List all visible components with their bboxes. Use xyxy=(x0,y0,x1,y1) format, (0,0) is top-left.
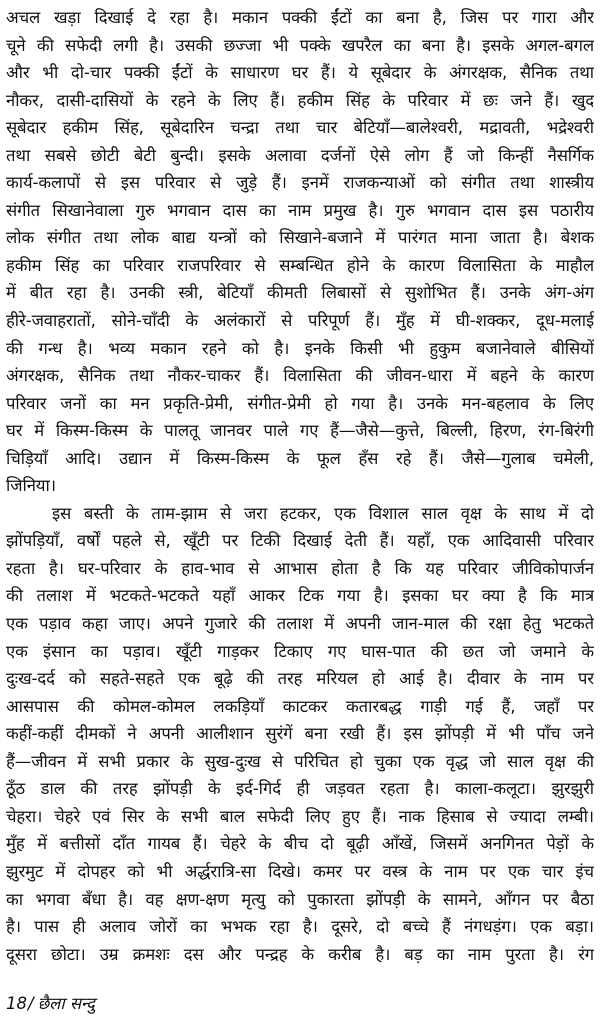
text-line: जिनिया। xyxy=(6,476,56,496)
text-line: तथा सबसे छोटी बेटी बुन्दी। इसके अलावा दर्जनों ऐसे लोग हैं जो किन्हीं नैसर्गिक xyxy=(6,145,594,165)
body-text xyxy=(6,4,594,968)
text-line: सूबेदार हकीम सिंह, सूबेदारिन चन्द्रा तथा चार बेटियाँ—बालेश्वरी, मद्रावती, भद्रेश्वरी xyxy=(6,118,594,138)
text-line: कहीं-कहीं दीमकों ने अपनी आलीशान सुरंगें बना रखी हैं। इस झोंपड़ी में भी पाँच जने xyxy=(6,724,594,744)
text-line: अंगरक्षक, सैनिक तथा नौकर-चाकर हैं। विलासिता की जीवन-धारा में बहने के कारण xyxy=(6,366,594,386)
text-line: मुँह में बत्तीसों दाँत गायब हैं। चेहरे के बीच दो बूढ़ी आँखें, जिसमें अनगिनत पेड़ों के xyxy=(6,834,594,854)
text-line: इस बस्ती के ताम-झाम से जरा हटकर, एक विशाल साल वृक्ष के साथ में दो xyxy=(52,503,594,523)
text-line: नौकर, दासी-दासियों के रहने के लिए हैं। हकीम सिंह के परिवार में छः जने हैं। खुद xyxy=(6,90,594,110)
text-line: आसपास की कोमल-कोमल लकड़ियाँ काटकर कतारबद्ध गाड़ी गई हैं, जहाँ पर xyxy=(6,696,594,716)
text-line: और भी दो-चार पक्की ईंटों के साधारण घर हैं। ये सूबेदार के अंगरक्षक, सैनिक तथा xyxy=(6,63,594,83)
paragraph-1 xyxy=(6,4,594,500)
page-number: 18 xyxy=(6,994,27,1013)
paragraph-2 xyxy=(6,500,594,968)
text-line: संगीत सिखानेवाला गुरु भगवान दास का नाम प्रमुख है। गुरु भगवान दास इस पठारीय xyxy=(6,200,594,220)
text-line: की तलाश में भटकते-भटकते यहाँ आकर टिक गया है। इसका घर क्या है कि मात्र xyxy=(6,586,594,606)
book-title: छैला सन्दु xyxy=(37,994,95,1013)
footer-separator: / xyxy=(28,994,34,1013)
text-line: चूने की सफेदी लगी है। उसकी छज्जा भी पक्के खपरैल का बना है। इसके अगल-बगल xyxy=(6,35,594,55)
text-line: हैं—जीवन में सभी प्रकार के सुख-दुःख से परिचित हो चुका एक वृद्ध जो साल वृक्ष की xyxy=(6,751,594,771)
text-line: दूसरा छोटा। उम्र क्रमशः दस और पन्द्रह के करीब है। बड़ का नाम पुरता है। रंग xyxy=(6,944,594,964)
text-line: परिवार जनों का मन प्रकृति-प्रेमी, संगीत-प्रेमी हो गया है। उनके मन-बहलाव के लिए xyxy=(6,393,594,413)
text-line: का भगवा बँधा है। वह क्षण-क्षण मृत्यु को पुकारता झोंपड़ी के सामने, आँगन पर बैठा xyxy=(6,889,594,909)
text-line: हकीम सिंह का परिवार राजपरिवार से सम्बन्धित होने के कारण विलासिता के माहौल xyxy=(6,255,594,275)
text-line: घर में किस्म-किस्म के पालतू जानवर पाले गए हैं—जैसे—कुत्ते, बिल्ली, हिरण, रंग-बिरंगी xyxy=(6,421,594,441)
text-line: है। पास ही अलाव जोरों का भभक रहा है। दूसरे, दो बच्चे हैं नंगधड़ंग। एक बड़ा। xyxy=(6,917,594,937)
text-line: एक इंसान का पड़ाव। खूँटी गाड़कर टिकाए गए घास-पात की छत जो जमाने के xyxy=(6,641,594,661)
text-line: कार्य-कलापों से इस परिवार से जुड़े हैं। इनमें राजकन्याओं को संगीत तथा शास्त्रीय xyxy=(6,173,594,193)
text-line: झुरमुट में दोपहर को भी अर्द्धरात्रि-सा दिखे। कमर पर वस्त्र के नाम पर एक चार इंच xyxy=(6,861,594,881)
text-line: एक पड़ाव कहा जाए। अपने गुजारे की तलाश में अपनी जान-माल की रक्षा हेतु भटकते xyxy=(6,614,594,634)
text-line: दुःख-दर्द को सहते-सहते एक बूढ़े की तरह मरियल हो आई है। दीवार के नाम पर xyxy=(6,669,594,689)
text-line: अचल खड़ा दिखाई दे रहा है। मकान पक्की ईंटों का बना है, जिस पर गारा और xyxy=(6,8,594,27)
text-line: हीरे-जवाहरातों, सोने-चाँदी के अलंकारों से परिपूर्ण हैं। मुँह में घी-शक्कर, दूध-मलाई xyxy=(6,311,594,331)
page-footer xyxy=(6,990,95,1018)
text-line: ठूँठ डाल की तरह झोंपड़ी के इर्द-गिर्द ही जड़वत रहता है। काला-कलूटा। झुरझुरी xyxy=(6,779,594,799)
text-line: की गन्ध है। भव्य मकान रहने को है। इनके किसी भी हुकुम बजानेवाले बीसियों xyxy=(6,338,594,358)
text-line: चेहरा। चेहरे एवं सिर के सभी बाल सफेदी लिए हुए हैं। नाक हिसाब से ज्यादा लम्बी। xyxy=(6,806,594,826)
text-line: में बीत रहा है। उनकी स्त्री, बेटियाँ कीमती लिबासों से सुशोभित हैं। उनके अंग-अंग xyxy=(6,283,594,303)
text-line: रहता है। घर-परिवार के हाव-भाव से आभास होता है कि यह परिवार जीविकोपार्जन xyxy=(6,558,594,578)
text-line: झोंपड़ियाँ, वर्षों पहले से, खूँटी पर टिकी दिखाई देती हैं। यहाँ, एक आदिवासी परिवार xyxy=(6,531,594,551)
text-line: लोक संगीत तथा लोक बाद्य यन्त्रों को सिखाने-बजाने में पारंगत माना जाता है। बेशक xyxy=(6,228,594,248)
text-line: चिड़ियाँ आदि। उद्यान में किस्म-किस्म के फूल हँस रहे हैं। जैसे—गुलाब चमेली, xyxy=(6,448,594,468)
